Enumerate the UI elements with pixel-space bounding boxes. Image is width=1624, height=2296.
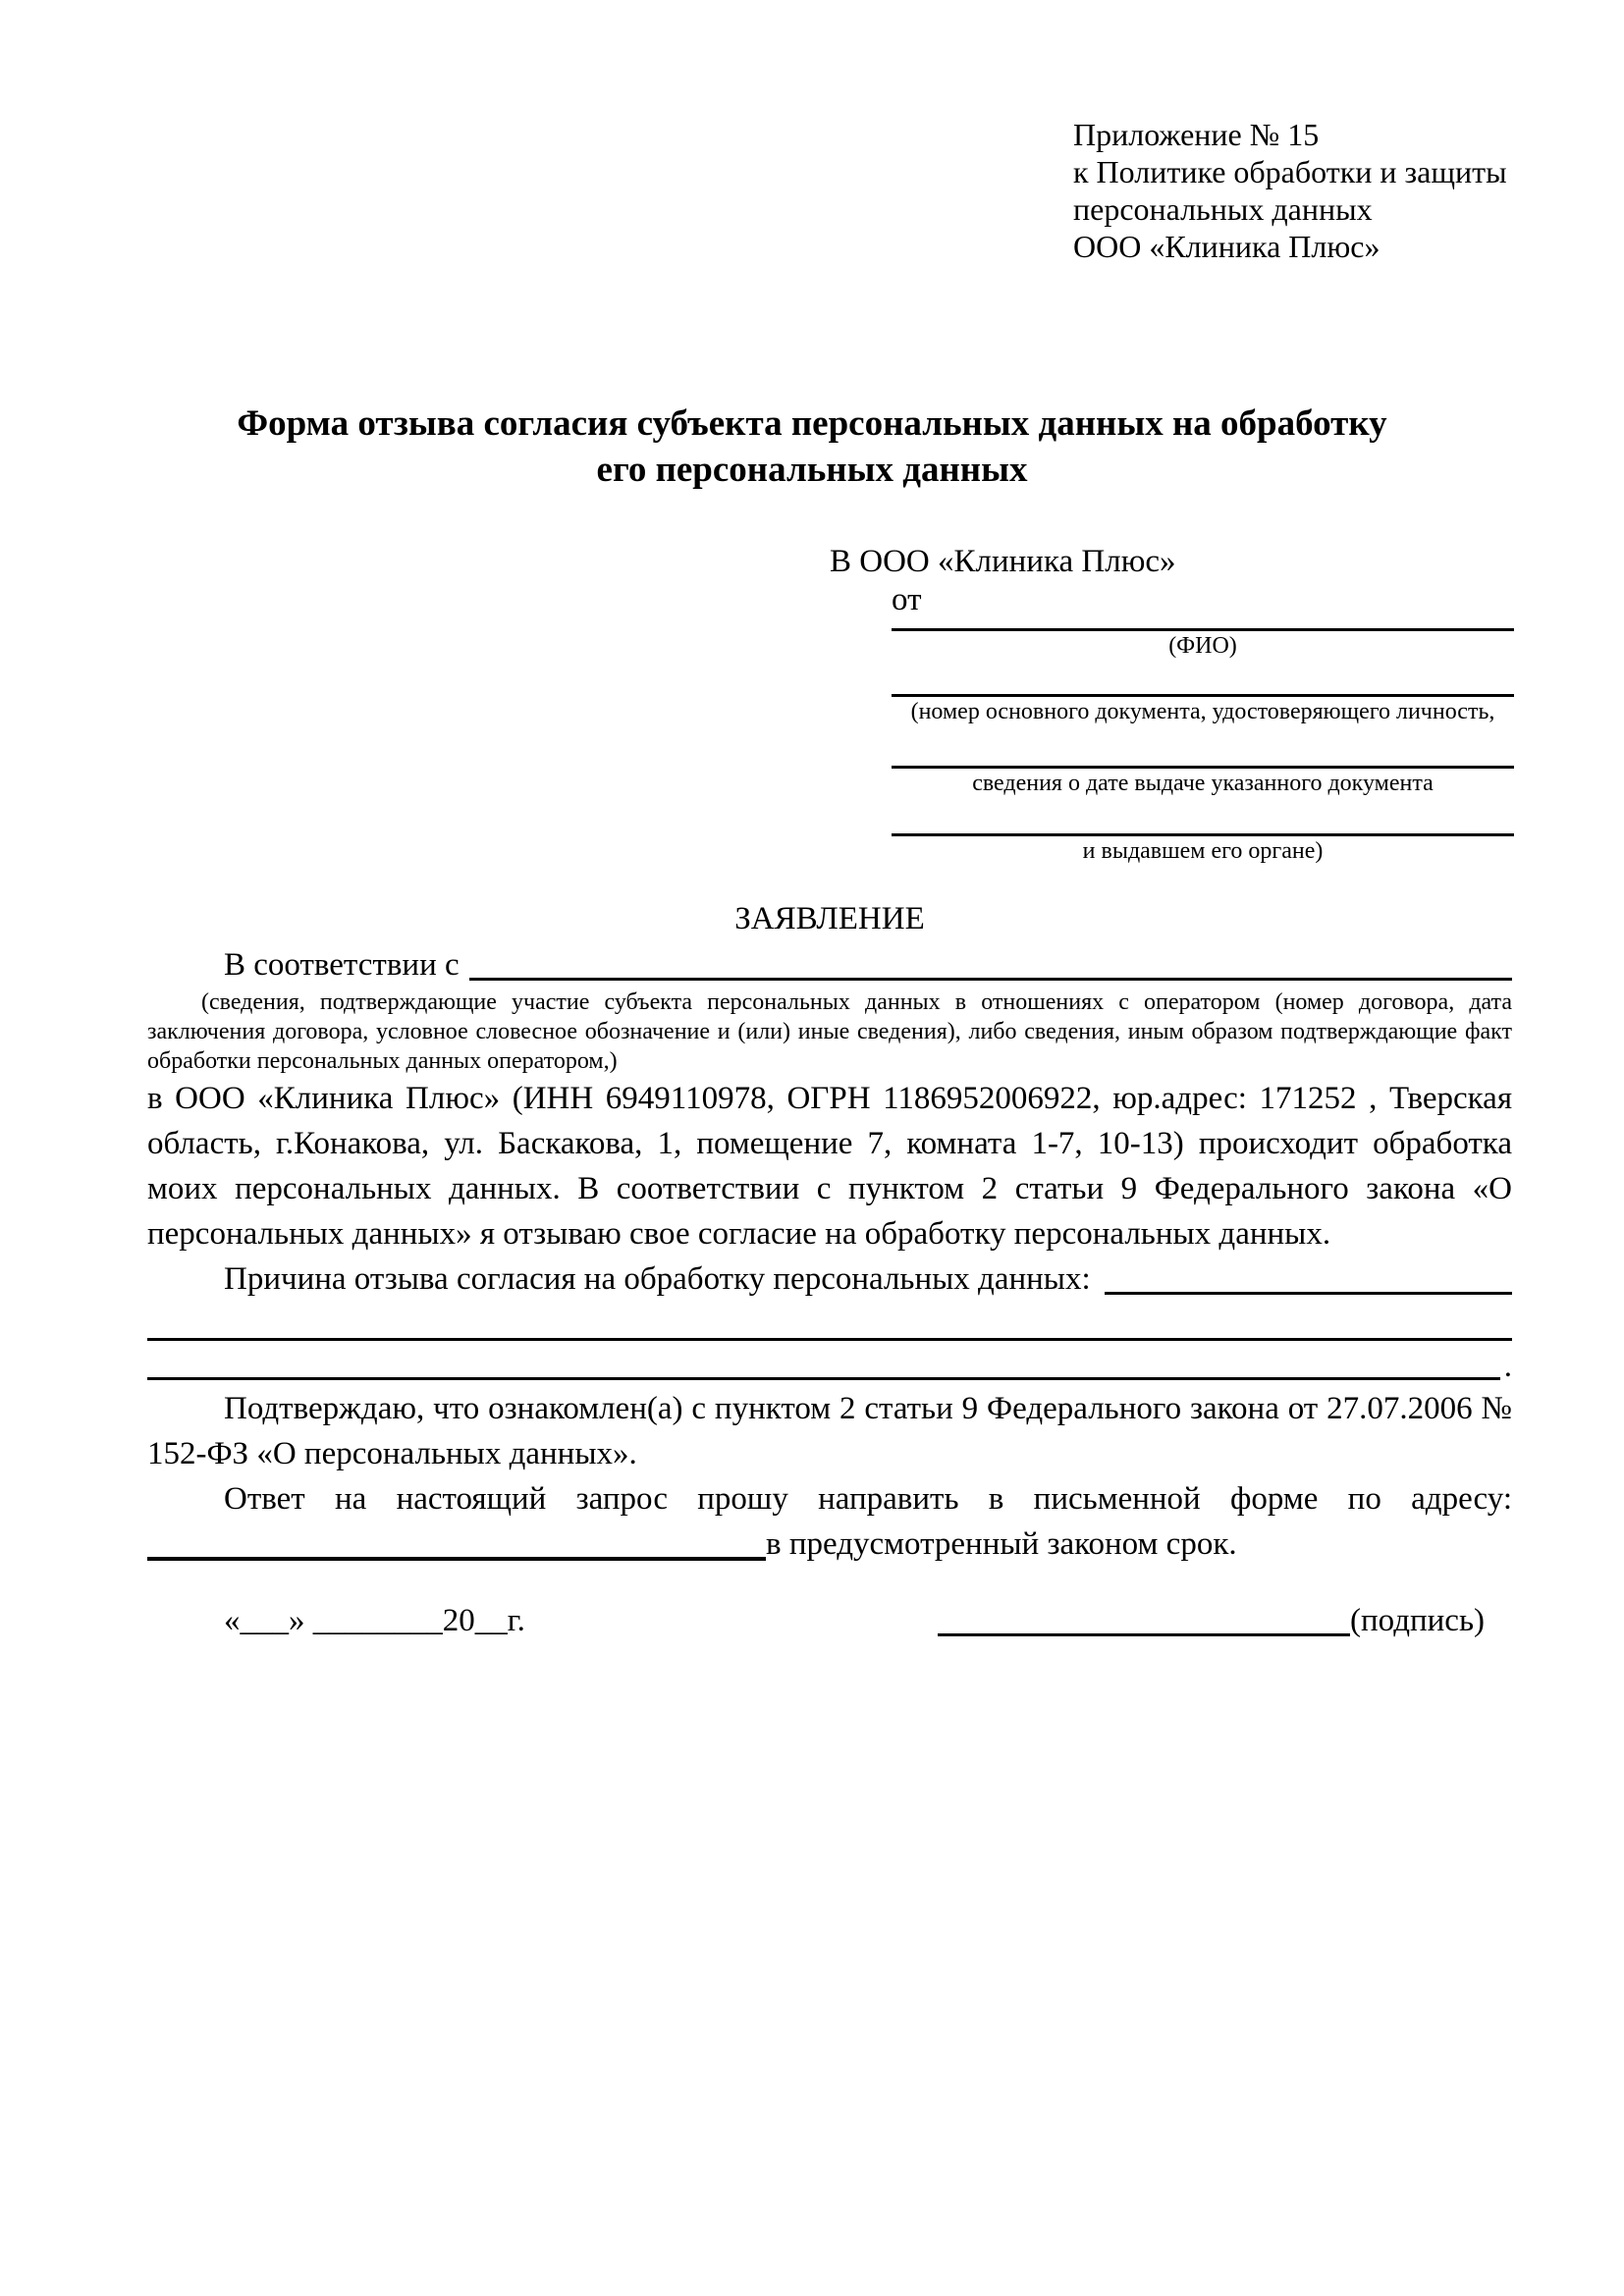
appendix-line: к Политике обработки и защиты (1073, 154, 1507, 189)
blank-line-period: . (1503, 1349, 1512, 1384)
signature-caption: (подпись) (1350, 1603, 1485, 1638)
statement-heading: ЗАЯВЛЕНИЕ (734, 901, 925, 936)
addressee-to: В ООО «Клиника Плюс» (830, 544, 1176, 579)
reason-extra-blank-line-1 (147, 1302, 1512, 1341)
issuer-caption: и выдавшем его органе) (1082, 838, 1324, 864)
title-line-1: Форма отзыва согласия субъекта персональных данных на обработку (237, 403, 1387, 444)
reason-label: Причина отзыва согласия на обработку персональных данных: (224, 1261, 1091, 1297)
reply-suffix: в предусмотренный законом срок. (766, 1526, 1237, 1562)
intro-note: (сведения, подтверждающие участие субъекта персональных данных в отношениях с оператором (номер договора, дата заключения договора, условное словесное обозначение и (или) иные сведения), либо сведения, иным образом подтверждающие факт обработки персональных данных оператором,) (147, 989, 1512, 1074)
confirmation-paragraph: Подтверждаю, что ознакомлен(а) с пунктом 2 статьи 9 Федерального закона от 27.07.2006 № 152-ФЗ «О персональных данных». (147, 1391, 1512, 1471)
title-line-2: его персональных данных (596, 450, 1028, 490)
id-number-field (892, 694, 1514, 726)
id-number-caption: (номер основного документа, удостоверяющего личность, (910, 699, 1495, 724)
reason-row (147, 1256, 1512, 1302)
reply-address-blank-line (147, 1522, 766, 1561)
appendix-block (1073, 116, 1624, 265)
reason-extra-blank-line-2 (147, 1341, 1512, 1384)
issue-date-field (892, 766, 1514, 798)
appendix-line: ООО «Клиника Плюс» (1073, 229, 1380, 264)
date-signature-row (147, 1598, 1512, 1643)
reply-request-line: Ответ на настоящий запрос прошу направить в письменной форме по адресу: (224, 1481, 1512, 1517)
issuer-field (892, 833, 1514, 866)
document-title (0, 400, 1624, 493)
issue-date-caption: сведения о дате выдаче указанного документа (972, 771, 1434, 796)
signature-area (938, 1598, 1485, 1643)
statement-section (0, 899, 1624, 1643)
appendix-line: персональных данных (1073, 191, 1373, 227)
fio-field (892, 628, 1514, 661)
fio-caption: (ФИО) (1168, 633, 1237, 659)
reason-blank-line (1105, 1256, 1512, 1295)
intro-row (147, 942, 1512, 988)
intro-prefix: В соответствии с (224, 947, 460, 983)
intro-blank-line (469, 942, 1512, 981)
reply-address-row (147, 1522, 1512, 1567)
addressee-fields (892, 628, 1514, 866)
date-blanks: «___» ________20__г. (224, 1603, 525, 1638)
signature-blank-line (938, 1598, 1350, 1636)
addressee-from-label: от (892, 582, 922, 617)
appendix-line: Приложение № 15 (1073, 117, 1320, 152)
statement-body: в ООО «Клиника Плюс» (ИНН 6949110978, ОГРН 1186952006922, юр.адрес: 171252 , Тверская область, г.Конакова, ул. Баскакова, 1, помещение 7, комната 1-7, 10-13) происходит обработка моих персональных данных. В соответствии с пунктом 2 статьи 9 Федерального закона «О персональных данных» я отзываю свое согласие на обработку персональных данных. (147, 1081, 1512, 1252)
